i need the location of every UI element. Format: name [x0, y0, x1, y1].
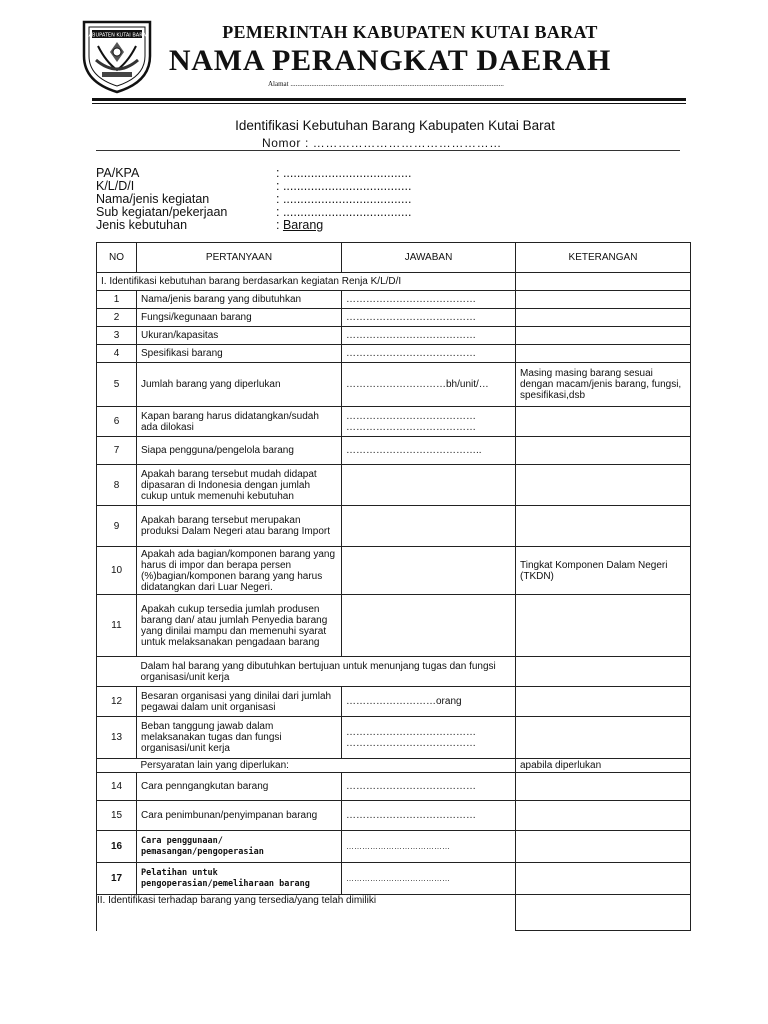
row-answer[interactable] — [342, 595, 516, 657]
info-label-activity: Nama/jenis kegiatan — [96, 192, 210, 206]
table-row — [97, 407, 691, 437]
row-question: Cara penngangkutan barang — [137, 773, 342, 801]
row-note[interactable] — [516, 327, 691, 345]
table-row — [97, 327, 691, 345]
title-underline — [96, 150, 680, 151]
section-note-cell — [516, 895, 691, 931]
row-note[interactable] — [516, 309, 691, 327]
header-no: NO — [97, 243, 137, 273]
emblem-text: KABUPATEN KUTAI BARAT — [85, 32, 149, 39]
row-answer[interactable] — [342, 506, 516, 547]
info-value-need-type[interactable] — [276, 218, 323, 232]
table-row — [97, 801, 691, 831]
info-label-kldi: K/L/D/I — [96, 179, 135, 193]
row-number: 9 — [97, 506, 137, 547]
info-label-need-type: Jenis kebutuhan — [96, 218, 188, 232]
row-number: 4 — [97, 345, 137, 363]
header-note: KETERANGAN — [516, 243, 691, 273]
header-question: PERTANYAAN — [137, 243, 342, 273]
table-row — [97, 363, 691, 407]
row-note[interactable] — [516, 801, 691, 831]
table-row — [97, 291, 691, 309]
section-row — [97, 657, 691, 687]
section-row — [97, 759, 691, 773]
row-number: 11 — [97, 595, 137, 657]
answer-line-2: ………………………………… — [346, 737, 476, 749]
row-answer[interactable]: ………………………………… — [342, 345, 516, 363]
row-note[interactable] — [516, 407, 691, 437]
row-note[interactable] — [516, 437, 691, 465]
row-question: Pelatihan untuk pengoperasian/pemeliharaan barang — [137, 863, 342, 895]
row-note[interactable] — [516, 831, 691, 863]
row-number: 2 — [97, 309, 137, 327]
organization-name: NAMA PERANGKAT DAERAH — [168, 44, 612, 77]
row-answer[interactable] — [342, 547, 516, 595]
row-question: Apakah ada bagian/komponen barang yang harus di impor dan berapa persen (%)bagian/komponen barang yang harus didatangkan dari Luar Negeri. — [137, 547, 342, 595]
row-note[interactable]: Tingkat Komponen Dalam Negeri (TKDN) — [516, 547, 691, 595]
government-name: PEMERINTAH KABUPATEN KUTAI BARAT — [222, 22, 598, 42]
row-question: Beban tanggung jawab dalam melaksanakan tugas dan fungsi organisasi/unit kerja — [137, 717, 342, 759]
header-answer: JAWABAN — [342, 243, 516, 273]
row-note[interactable] — [516, 595, 691, 657]
row-question: Kapan barang harus didatangkan/sudah ada dilokasi — [137, 407, 342, 437]
letterhead-rule-thick — [92, 98, 686, 101]
row-number: 14 — [97, 773, 137, 801]
row-question: Besaran organisasi yang dinilai dari jumlah pegawai dalam unit organisasi — [137, 687, 342, 717]
info-value-activity[interactable]: : ..................................... — [276, 192, 412, 206]
row-number: 8 — [97, 465, 137, 506]
row-question: Jumlah barang yang diperlukan — [137, 363, 342, 407]
table-row — [97, 309, 691, 327]
row-answer[interactable]: ………………………………… — [342, 801, 516, 831]
table-row — [97, 506, 691, 547]
row-question: Fungsi/kegunaan barang — [137, 309, 342, 327]
table-row — [97, 437, 691, 465]
row-question: Apakah barang tersebut merupakan produksi Dalam Negeri atau barang Import — [137, 506, 342, 547]
table-row — [97, 717, 691, 759]
row-answer-multiline[interactable] — [342, 717, 516, 759]
table-row — [97, 595, 691, 657]
table-row — [97, 773, 691, 801]
section-spacer — [97, 657, 137, 687]
letterhead-rule-thin — [92, 103, 686, 104]
row-number: 6 — [97, 407, 137, 437]
row-question: Nama/jenis barang yang dibutuhkan — [137, 291, 342, 309]
table-row — [97, 547, 691, 595]
row-number: 1 — [97, 291, 137, 309]
row-number: 17 — [97, 863, 137, 895]
section-heading-3: Persyaratan lain yang diperlukan: — [137, 759, 516, 773]
address-line: Alamat .......................................................................................................................... — [268, 80, 504, 88]
row-question: Ukuran/kapasitas — [137, 327, 342, 345]
table-header-row — [97, 243, 691, 273]
row-answer[interactable]: ………………………………… — [342, 291, 516, 309]
row-answer[interactable]: ………………………………… — [342, 863, 516, 895]
answer-line-1: ………………………………… — [346, 410, 476, 422]
table-row — [97, 465, 691, 506]
row-note[interactable]: Masing masing barang sesuai dengan macam/jenis barang, fungsi, spesifikasi,dsb — [516, 363, 691, 407]
row-answer[interactable]: ………………………………… — [342, 309, 516, 327]
section-row — [97, 895, 691, 931]
info-label-sub-activity: Sub kegiatan/pekerjaan — [96, 205, 228, 219]
row-answer[interactable]: …………………………bh/unit/… — [342, 363, 516, 407]
row-question: Siapa pengguna/pengelola barang — [137, 437, 342, 465]
table-row — [97, 831, 691, 863]
row-note[interactable] — [516, 687, 691, 717]
section-spacer — [97, 759, 137, 773]
table-row — [97, 345, 691, 363]
row-question: Spesifikasi barang — [137, 345, 342, 363]
section-heading-2: Dalam hal barang yang dibutuhkan bertujuan untuk menunjang tugas dan fungsi organisasi/unit kerja — [137, 657, 516, 687]
row-number: 16 — [97, 831, 137, 863]
row-question: Cara penggunaan/ pemasangan/pengoperasian — [137, 831, 342, 863]
row-note[interactable] — [516, 291, 691, 309]
row-answer[interactable]: ………………………………….. — [342, 437, 516, 465]
info-value-kldi[interactable]: : ..................................... — [276, 179, 412, 193]
section-note: apabila diperlukan — [516, 759, 691, 773]
row-number: 5 — [97, 363, 137, 407]
row-note[interactable] — [516, 863, 691, 895]
row-question: Apakah cukup tersedia jumlah produsen barang dan/ atau jumlah Penyedia barang yang dinilai mampu dan memenuhi syarat untuk melaksanakan pengadaan barang — [137, 595, 342, 657]
row-note[interactable] — [516, 465, 691, 506]
need-type-value: Barang — [282, 218, 324, 232]
row-question: Cara penimbunan/penyimpanan barang — [137, 801, 342, 831]
section-heading-1: I. Identifikasi kebutuhan barang berdasarkan kegiatan Renja K/L/D/I — [97, 273, 516, 291]
answer-line-2: ………………………………… — [346, 421, 476, 433]
row-note[interactable] — [516, 506, 691, 547]
row-number: 12 — [97, 687, 137, 717]
section-note-cell — [516, 657, 691, 687]
row-answer[interactable]: ………………………………… — [342, 773, 516, 801]
row-question: Apakah barang tersebut mudah didapat dipasaran di Indonesia dengan jumlah cukup untuk memenuhi kebutuhan — [137, 465, 342, 506]
row-number: 3 — [97, 327, 137, 345]
identification-table — [96, 242, 691, 931]
table-row — [97, 687, 691, 717]
section-note-cell — [516, 273, 691, 291]
need-type-prefix: : — [276, 218, 283, 232]
regency-emblem — [80, 16, 154, 94]
info-value-sub-activity[interactable]: : ..................................... — [276, 205, 412, 219]
row-answer-multiline[interactable] — [342, 407, 516, 437]
row-answer[interactable] — [342, 465, 516, 506]
row-number: 7 — [97, 437, 137, 465]
section-row — [97, 273, 691, 291]
row-note[interactable] — [516, 773, 691, 801]
row-answer[interactable]: ………………………………… — [342, 327, 516, 345]
info-value-pa-kpa[interactable]: : ..................................... — [276, 166, 412, 180]
row-number: 13 — [97, 717, 137, 759]
row-note[interactable] — [516, 717, 691, 759]
table-row — [97, 863, 691, 895]
info-label-pa-kpa: PA/KPA — [96, 166, 140, 180]
document-number: Nomor : ……………………………………… — [262, 136, 502, 150]
answer-line-1: ………………………………… — [346, 726, 476, 738]
document-title: Identifikasi Kebutuhan Barang Kabupaten Kutai Barat — [235, 118, 555, 133]
row-note[interactable] — [516, 345, 691, 363]
row-number: 10 — [97, 547, 137, 595]
row-answer[interactable]: ………………………orang — [342, 687, 516, 717]
row-answer[interactable]: ………………………………… — [342, 831, 516, 863]
row-number: 15 — [97, 801, 137, 831]
section-heading-4: II. Identifikasi terhadap barang yang tersedia/yang telah dimiliki — [97, 895, 516, 931]
